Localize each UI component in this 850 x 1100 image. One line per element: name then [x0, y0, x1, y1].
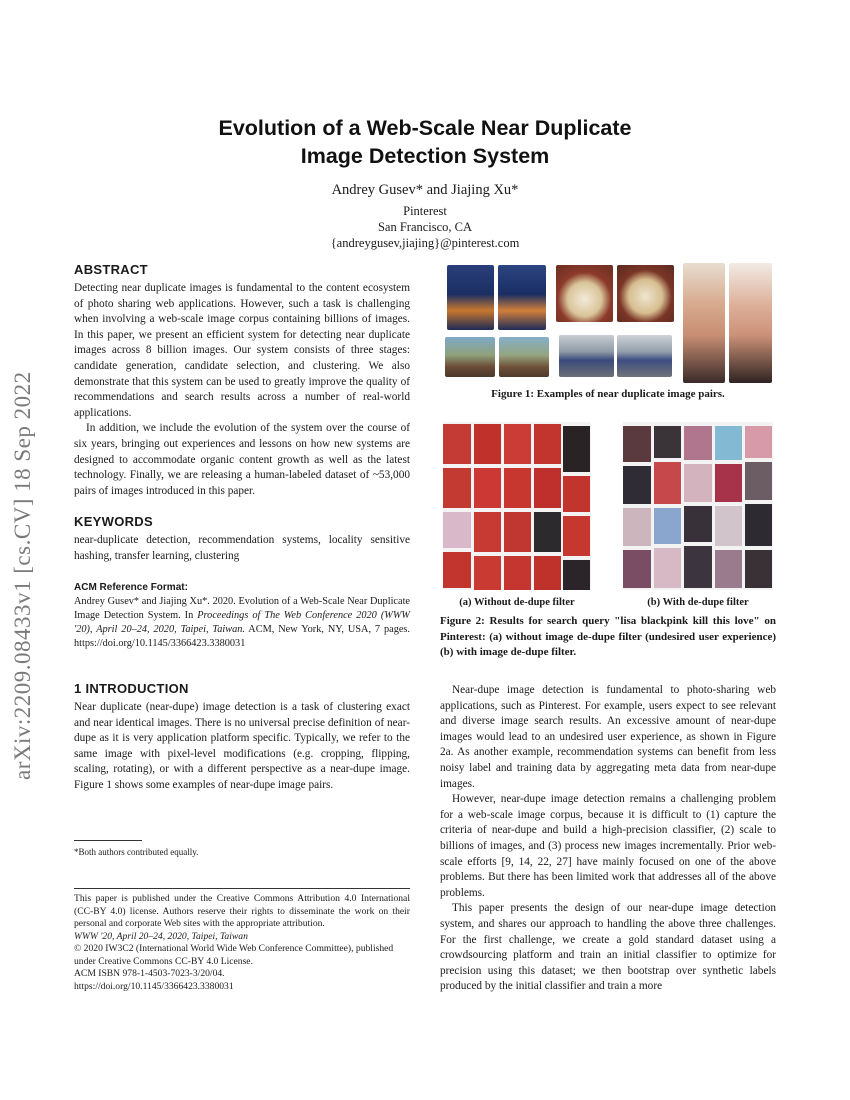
introduction-paragraph-1: Near duplicate (near-dupe) image detection is a task of clustering exact and near identical images. There is no universal precise definition of near-dupe as it is very application platform specific. Typically, we refer to the same image with pixel-level modifications (e.g. cropping, flipping, scaling, rotating), or with a different perspective as a near-dupe image. Figure 1 shows some examples of near-dupe image pairs. — [74, 701, 410, 791]
near-dupe-image — [683, 263, 725, 383]
abstract-body — [74, 281, 410, 499]
figure-2a-label: (a) Without de-dupe filter — [459, 597, 575, 608]
affiliation-location: San Francisco, CA — [377, 220, 473, 234]
acm-reference-text — [74, 595, 410, 651]
acm-reference-part-a: Andrey Gusev* and Jiajing Xu*. 2020. Evolution of a Web-Scale Near Duplicate Image Detection System. In — [74, 596, 410, 621]
near-dupe-image — [617, 335, 672, 377]
near-dupe-image — [447, 265, 494, 330]
right-paragraph-2: However, near-dupe image detection remains a challenging problem for a web-scale image corpus, because it is difficult to (1) capture the criteria of near-dupe and build a high-precision classifier, (2) scale to billions of images, and (3) process new images incrementally. Prior web-scale efforts [9, 14, 22, 27] have mainly focused on one of the above problems. But there has been limited work that addresses all of the above problems. — [440, 793, 776, 899]
abstract-paragraph-2: In addition, we include the evolution of the system over the course of six years, bringing out experiences and lessons on how new systems are designed to accommodate organic content growth as well as the latest technology. Finally, we are releasing a human-labeled dataset of ~53,000 pairs of images introduced in this paper. — [74, 422, 410, 497]
near-dupe-image — [498, 265, 546, 330]
near-dupe-image — [556, 265, 613, 322]
figure-2b-label: (b) With de-dupe filter — [647, 597, 749, 608]
keywords-text: near-duplicate detection, recommendation systems, locality sensitive hashing, transfer learning, clustering — [74, 534, 410, 562]
license-venue: WWW '20, April 20–24, 2020, Taipei, Taiwan — [74, 930, 248, 942]
figure-2b-screenshot — [623, 422, 773, 590]
acm-reference-body — [74, 595, 410, 651]
right-column-body — [440, 683, 776, 995]
title-line-2: Image Detection System — [300, 144, 550, 168]
right-paragraph-3: This paper presents the design of our near-dupe image detection system, and shares our approach to handling the above three challenges. For the first challenge, we create a gold standard dataset using a crowdsourcing platform and train an initial classifier to optimize for precision using this dataset; we then bootstrap over synthetic labels produced by the initial classifier and train a more — [440, 902, 776, 993]
license-text: This paper is published under the Creative Commons Attribution 4.0 International (CC-BY 4.0) license. Authors reserve their rights to disseminate the work on their personal and corporate Web sites with the appropriate attribution. — [74, 893, 410, 929]
introduction-body — [74, 700, 410, 794]
arxiv-identifier: arXiv:2209.08433v1 [cs.CV] 18 Sep 2022 — [10, 371, 35, 780]
keywords-heading: KEYWORDS — [74, 514, 153, 529]
license-doi: https://doi.org/10.1145/3366423.3380031 — [74, 980, 234, 992]
license-isbn: ACM ISBN 978-1-4503-7023-3/20/04. — [74, 968, 225, 979]
acm-reference-heading: ACM Reference Format: — [74, 582, 188, 593]
figure-2a-screenshot — [443, 422, 591, 590]
footnote-rule — [74, 840, 142, 841]
affiliation — [120, 203, 730, 251]
near-dupe-image — [729, 263, 772, 383]
near-dupe-image — [445, 337, 495, 377]
acm-reference-part-c: ACM, New York, NY, USA, 7 pages. https://doi.org/10.1145/3366423.3380031 — [74, 624, 410, 649]
near-dupe-image — [499, 337, 549, 377]
abstract-paragraph-1: Detecting near duplicate images is fundamental to the content ecosystem of photo sharing web applications. However, such a task is challenging when involving a web-scale image corpus containing billions of images. In this paper, we present an efficient system for detecting near duplicate images across 8 billion images. Our system consists of three stages: candidate generation, candidate selection, and clustering. We also demonstrate that this system can be used to greatly improve the quality of recommendations and search results across a number of real-world applications. — [74, 282, 410, 419]
figure-2-caption: Figure 2: Results for search query "lisa blackpink kill this love" on Pinterest: (a) without image de-dupe filter (undesired user experience) (b) with image de-dupe filter. — [440, 615, 776, 658]
paper-title — [120, 114, 730, 170]
affiliation-org: Pinterest — [403, 204, 447, 218]
acm-reference-proceedings: Proceedings of The Web Conference 2020 (WWW '20), April 20–24, 2020, Taipei, Taiwan. — [74, 610, 410, 635]
footnote: *Both authors contributed equally. — [74, 847, 199, 857]
right-paragraph-1: Near-dupe image detection is fundamental to photo-sharing web applications, such as Pinterest. For example, users expect to see relevant and diverse image search results. An excessive amount of near-dupe images would lead to an undesired user experience, as shown in Figure 2a. As another example, recommendation systems can benefit from less noisy label and training data by aggregating meta data from near-dupe images. — [440, 684, 776, 790]
authors: Andrey Gusev* and Jiajing Xu* — [331, 182, 519, 198]
near-dupe-image — [559, 335, 614, 377]
license-block — [74, 893, 410, 993]
license-copyright: © 2020 IW3C2 (International World Wide Web Conference Committee), published under Creative Commons CC-BY 4.0 License. — [74, 943, 394, 967]
keywords-body — [74, 533, 410, 564]
title-line-1: Evolution of a Web-Scale Near Duplicate — [218, 116, 632, 140]
figure-1-caption: Figure 1: Examples of near duplicate image pairs. — [491, 388, 725, 400]
near-dupe-image — [617, 265, 674, 322]
affiliation-email: {andreygusev,jiajing}@pinterest.com — [330, 236, 520, 250]
introduction-heading: 1 INTRODUCTION — [74, 681, 189, 696]
license-rule — [74, 888, 410, 889]
abstract-heading: ABSTRACT — [74, 262, 148, 277]
